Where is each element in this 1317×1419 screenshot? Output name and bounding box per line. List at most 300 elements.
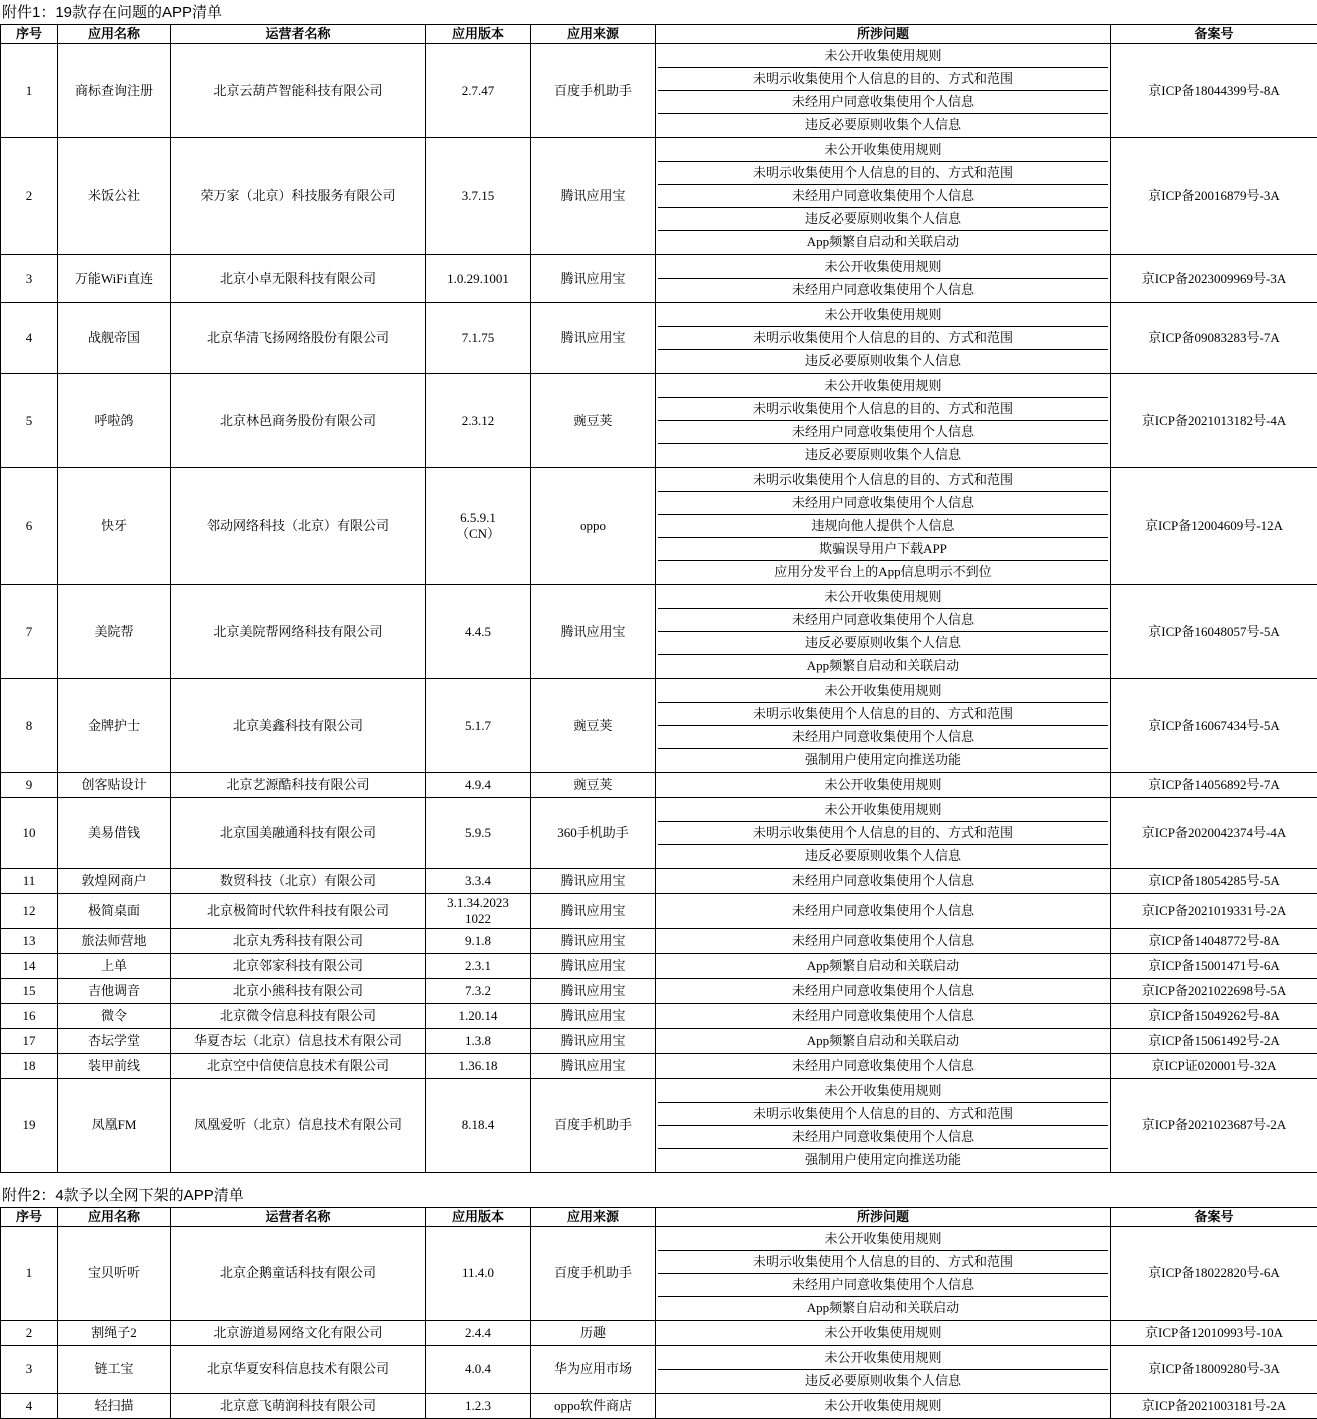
- table-row: [1, 255, 1317, 303]
- problem-row: [658, 1250, 1108, 1273]
- cell-version: 2.3.1: [426, 953, 531, 978]
- cell-version: 3.1.34.2023 1022: [426, 894, 531, 929]
- problem-row: [658, 1055, 1108, 1077]
- cell-index: 11: [1, 869, 58, 894]
- cell-operator: 数贸科技（北京）有限公司: [171, 869, 426, 894]
- cell-version: 1.20.14: [426, 1003, 531, 1028]
- cell-source: 豌豆荚: [531, 679, 656, 773]
- table-row: [1, 138, 1317, 255]
- cell-record_no: 京ICP备12004609号-12A: [1111, 468, 1317, 585]
- cell-operator: 北京美鑫科技有限公司: [171, 679, 426, 773]
- cell-version: 9.1.8: [426, 928, 531, 953]
- problem-list: [658, 375, 1108, 466]
- column-header-record-no: 备案号: [1111, 1207, 1317, 1226]
- problem-item: 未经用户同意收集使用个人信息: [658, 930, 1108, 952]
- cell-problems: [656, 44, 1111, 138]
- cell-source: 历趣: [531, 1320, 656, 1345]
- problem-row: [658, 1148, 1108, 1171]
- problem-item: 未明示收集使用个人信息的目的、方式和范围: [658, 1250, 1108, 1273]
- attachment-2-title: 附件2：4款予以全网下架的APP清单: [0, 1185, 1317, 1207]
- problem-row: [658, 980, 1108, 1002]
- cell-operator: 北京小卓无限科技有限公司: [171, 255, 426, 303]
- column-header-source: 应用来源: [531, 25, 656, 44]
- problem-list: [658, 1005, 1108, 1027]
- cell-index: 15: [1, 978, 58, 1003]
- problem-item: 未明示收集使用个人信息的目的、方式和范围: [658, 68, 1108, 91]
- cell-index: 1: [1, 44, 58, 138]
- problem-row: [658, 68, 1108, 91]
- cell-record_no: 京ICP备2021023687号-2A: [1111, 1078, 1317, 1172]
- cell-index: 18: [1, 1053, 58, 1078]
- cell-record_no: 京ICP备2020042374号-4A: [1111, 798, 1317, 869]
- problem-list: [658, 1322, 1108, 1344]
- cell-record_no: 京ICP备2023009969号-3A: [1111, 255, 1317, 303]
- cell-index: 4: [1, 303, 58, 374]
- problem-list: [658, 980, 1108, 1002]
- problem-row: [658, 279, 1108, 302]
- cell-problems: [656, 928, 1111, 953]
- cell-operator: 北京艺源酷科技有限公司: [171, 773, 426, 798]
- problem-item: 未公开收集使用规则: [658, 304, 1108, 327]
- table-row: [1, 44, 1317, 138]
- cell-record_no: 京ICP备2021019331号-2A: [1111, 894, 1317, 929]
- cell-source: 腾讯应用宝: [531, 978, 656, 1003]
- problem-row: [658, 680, 1108, 703]
- problem-item: 违反必要原则收集个人信息: [658, 444, 1108, 467]
- cell-version: 7.3.2: [426, 978, 531, 1003]
- cell-operator: 北京微令信息科技有限公司: [171, 1003, 426, 1028]
- problem-list: [658, 1395, 1108, 1417]
- problem-item: 欺骗误导用户下载APP: [658, 538, 1108, 561]
- cell-operator: 北京小熊科技有限公司: [171, 978, 426, 1003]
- cell-index: 17: [1, 1028, 58, 1053]
- cell-index: 1: [1, 1226, 58, 1320]
- problem-row: [658, 1273, 1108, 1296]
- problem-item: 未明示收集使用个人信息的目的、方式和范围: [658, 162, 1108, 185]
- problem-item: 未公开收集使用规则: [658, 1080, 1108, 1103]
- attachment-1-title: 附件1：19款存在问题的APP清单: [0, 2, 1317, 24]
- cell-operator: 北京丸秀科技有限公司: [171, 928, 426, 953]
- cell-operator: 北京国美融通科技有限公司: [171, 798, 426, 869]
- cell-app_name: 极简桌面: [58, 894, 171, 929]
- table-header-row: [1, 1207, 1317, 1226]
- problem-row: [658, 469, 1108, 492]
- cell-app_name: 链工宝: [58, 1345, 171, 1393]
- column-header-version: 应用版本: [426, 1207, 531, 1226]
- cell-version: 11.4.0: [426, 1226, 531, 1320]
- problem-list: [658, 256, 1108, 301]
- cell-record_no: 京ICP备18022820号-6A: [1111, 1226, 1317, 1320]
- cell-app_name: 商标查询注册: [58, 44, 171, 138]
- cell-source: oppo: [531, 468, 656, 585]
- cell-source: 腾讯应用宝: [531, 138, 656, 255]
- problem-row: [658, 162, 1108, 185]
- cell-source: 360手机助手: [531, 798, 656, 869]
- problem-row: [658, 91, 1108, 114]
- problem-list: [658, 1055, 1108, 1077]
- problem-item: 未经用户同意收集使用个人信息: [658, 492, 1108, 515]
- cell-operator: 北京空中信使信息技术有限公司: [171, 1053, 426, 1078]
- column-header-app-name: 应用名称: [58, 1207, 171, 1226]
- problem-row: [658, 45, 1108, 68]
- problem-item: 未经用户同意收集使用个人信息: [658, 900, 1108, 922]
- column-header-index: 序号: [1, 1207, 58, 1226]
- table-header-row: [1, 25, 1317, 44]
- problem-row: [658, 955, 1108, 977]
- table-row: [1, 1003, 1317, 1028]
- cell-record_no: 京ICP备15049262号-8A: [1111, 1003, 1317, 1028]
- table-row: [1, 468, 1317, 585]
- problem-row: [658, 515, 1108, 538]
- cell-record_no: 京ICP备18044399号-8A: [1111, 44, 1317, 138]
- problem-item: 未经用户同意收集使用个人信息: [658, 91, 1108, 114]
- cell-problems: [656, 1078, 1111, 1172]
- cell-source: 百度手机助手: [531, 1226, 656, 1320]
- cell-version: 3.3.4: [426, 869, 531, 894]
- cell-source: 百度手机助手: [531, 1078, 656, 1172]
- problem-row: [658, 774, 1108, 796]
- problem-row: [658, 632, 1108, 655]
- cell-problems: [656, 585, 1111, 679]
- cell-problems: [656, 773, 1111, 798]
- cell-operator: 北京邻家科技有限公司: [171, 953, 426, 978]
- problem-item: 未公开收集使用规则: [658, 375, 1108, 398]
- problem-row: [658, 845, 1108, 868]
- problem-row: [658, 1228, 1108, 1251]
- cell-index: 3: [1, 1345, 58, 1393]
- table-row: [1, 374, 1317, 468]
- problem-row: [658, 1125, 1108, 1148]
- cell-index: 5: [1, 374, 58, 468]
- cell-app_name: 金牌护士: [58, 679, 171, 773]
- cell-app_name: 战舰帝国: [58, 303, 171, 374]
- cell-index: 9: [1, 773, 58, 798]
- cell-problems: [656, 1053, 1111, 1078]
- cell-source: 腾讯应用宝: [531, 1053, 656, 1078]
- problem-item: 未经用户同意收集使用个人信息: [658, 1055, 1108, 1077]
- problem-row: [658, 726, 1108, 749]
- column-header-operator: 运营者名称: [171, 25, 426, 44]
- cell-version: 1.3.8: [426, 1028, 531, 1053]
- cell-problems: [656, 1320, 1111, 1345]
- problem-row: [658, 561, 1108, 584]
- cell-operator: 华夏杏坛（北京）信息技术有限公司: [171, 1028, 426, 1053]
- cell-problems: [656, 894, 1111, 929]
- table-row: [1, 1053, 1317, 1078]
- cell-index: 12: [1, 894, 58, 929]
- problem-row: [658, 1005, 1108, 1027]
- cell-app_name: 美易借钱: [58, 798, 171, 869]
- table-row: [1, 928, 1317, 953]
- problem-item: 未经用户同意收集使用个人信息: [658, 1273, 1108, 1296]
- problem-row: [658, 586, 1108, 609]
- cell-index: 3: [1, 255, 58, 303]
- problem-row: [658, 655, 1108, 678]
- cell-source: 腾讯应用宝: [531, 928, 656, 953]
- cell-version: 1.0.29.1001: [426, 255, 531, 303]
- table-row: [1, 773, 1317, 798]
- problem-list: [658, 1030, 1108, 1052]
- problem-list: [658, 45, 1108, 136]
- cell-record_no: 京ICP备2021013182号-4A: [1111, 374, 1317, 468]
- cell-record_no: 京ICP备18009280号-3A: [1111, 1345, 1317, 1393]
- cell-source: 腾讯应用宝: [531, 953, 656, 978]
- problem-item: 违规向他人提供个人信息: [658, 515, 1108, 538]
- cell-operator: 北京华夏安科信息技术有限公司: [171, 1345, 426, 1393]
- cell-record_no: 京ICP备16048057号-5A: [1111, 585, 1317, 679]
- cell-app_name: 上单: [58, 953, 171, 978]
- cell-app_name: 快牙: [58, 468, 171, 585]
- problem-item: 未公开收集使用规则: [658, 680, 1108, 703]
- problem-item: 未经用户同意收集使用个人信息: [658, 1125, 1108, 1148]
- problem-item: 未经用户同意收集使用个人信息: [658, 870, 1108, 892]
- cell-operator: 荣万家（北京）科技服务有限公司: [171, 138, 426, 255]
- cell-operator: 北京企鹅童话科技有限公司: [171, 1226, 426, 1320]
- cell-record_no: 京ICP备18054285号-5A: [1111, 869, 1317, 894]
- cell-index: 7: [1, 585, 58, 679]
- problem-row: [658, 492, 1108, 515]
- problem-item: 违反必要原则收集个人信息: [658, 350, 1108, 373]
- problem-row: [658, 1347, 1108, 1370]
- problem-row: [658, 822, 1108, 845]
- cell-version: 5.9.5: [426, 798, 531, 869]
- cell-version: 5.1.7: [426, 679, 531, 773]
- attachment-2-table: [0, 1207, 1317, 1419]
- cell-problems: [656, 255, 1111, 303]
- problem-item: 未公开收集使用规则: [658, 1322, 1108, 1344]
- cell-record_no: 京ICP备15061492号-2A: [1111, 1028, 1317, 1053]
- column-header-problems: 所涉问题: [656, 1207, 1111, 1226]
- cell-app_name: 吉他调音: [58, 978, 171, 1003]
- cell-record_no: 京ICP备20016879号-3A: [1111, 138, 1317, 255]
- cell-index: 14: [1, 953, 58, 978]
- cell-version: 3.7.15: [426, 138, 531, 255]
- cell-record_no: 京ICP备12010993号-10A: [1111, 1320, 1317, 1345]
- cell-problems: [656, 1028, 1111, 1053]
- table-row: [1, 953, 1317, 978]
- problem-item: 违反必要原则收集个人信息: [658, 845, 1108, 868]
- cell-record_no: 京ICP备15001471号-6A: [1111, 953, 1317, 978]
- problem-list: [658, 469, 1108, 583]
- cell-operator: 北京云葫芦智能科技有限公司: [171, 44, 426, 138]
- cell-record_no: 京ICP证020001号-32A: [1111, 1053, 1317, 1078]
- cell-version: 2.3.12: [426, 374, 531, 468]
- cell-version: 4.4.5: [426, 585, 531, 679]
- cell-operator: 邻动网络科技（北京）有限公司: [171, 468, 426, 585]
- cell-source: 腾讯应用宝: [531, 1003, 656, 1028]
- problem-row: [658, 185, 1108, 208]
- cell-index: 2: [1, 1320, 58, 1345]
- problem-row: [658, 444, 1108, 467]
- problem-row: [658, 1080, 1108, 1103]
- column-header-index: 序号: [1, 25, 58, 44]
- problem-row: [658, 208, 1108, 231]
- problem-item: 未经用户同意收集使用个人信息: [658, 421, 1108, 444]
- problem-item: 未明示收集使用个人信息的目的、方式和范围: [658, 1102, 1108, 1125]
- table-row: [1, 1028, 1317, 1053]
- problem-item: 违反必要原则收集个人信息: [658, 208, 1108, 231]
- cell-app_name: 凤凰FM: [58, 1078, 171, 1172]
- problem-list: [658, 680, 1108, 771]
- cell-version: 1.36.18: [426, 1053, 531, 1078]
- cell-problems: [656, 1345, 1111, 1393]
- cell-source: 腾讯应用宝: [531, 303, 656, 374]
- problem-row: [658, 749, 1108, 772]
- cell-operator: 北京极简时代软件科技有限公司: [171, 894, 426, 929]
- problem-row: [658, 1322, 1108, 1344]
- problem-row: [658, 327, 1108, 350]
- cell-index: 13: [1, 928, 58, 953]
- problem-item: 未明示收集使用个人信息的目的、方式和范围: [658, 398, 1108, 421]
- problem-item: 未公开收集使用规则: [658, 799, 1108, 822]
- problem-row: [658, 930, 1108, 952]
- cell-operator: 凤凰爱听（北京）信息技术有限公司: [171, 1078, 426, 1172]
- table-row: [1, 894, 1317, 929]
- cell-app_name: 装甲前线: [58, 1053, 171, 1078]
- problem-item: 未经用户同意收集使用个人信息: [658, 185, 1108, 208]
- table-row: [1, 303, 1317, 374]
- cell-operator: 北京华清飞扬网络股份有限公司: [171, 303, 426, 374]
- problem-item: 未经用户同意收集使用个人信息: [658, 1005, 1108, 1027]
- cell-version: 2.4.4: [426, 1320, 531, 1345]
- cell-problems: [656, 679, 1111, 773]
- problem-row: [658, 1102, 1108, 1125]
- cell-operator: 北京林邑商务股份有限公司: [171, 374, 426, 468]
- table-body: [1, 44, 1317, 1173]
- problem-item: 未公开收集使用规则: [658, 1228, 1108, 1251]
- table-row: [1, 798, 1317, 869]
- problem-item: 违反必要原则收集个人信息: [658, 1369, 1108, 1392]
- problem-list: [658, 955, 1108, 977]
- problem-row: [658, 1395, 1108, 1417]
- problem-item: App频繁自启动和关联启动: [658, 231, 1108, 254]
- cell-operator: 北京游道易网络文化有限公司: [171, 1320, 426, 1345]
- column-header-app-name: 应用名称: [58, 25, 171, 44]
- section-spacer: [0, 1173, 1317, 1185]
- cell-problems: [656, 468, 1111, 585]
- problem-row: [658, 703, 1108, 726]
- problem-item: App频繁自启动和关联启动: [658, 655, 1108, 678]
- problem-item: 违反必要原则收集个人信息: [658, 114, 1108, 137]
- problem-row: [658, 350, 1108, 373]
- problem-row: [658, 1030, 1108, 1052]
- table-row: [1, 1078, 1317, 1172]
- cell-index: 10: [1, 798, 58, 869]
- cell-source: 腾讯应用宝: [531, 255, 656, 303]
- cell-source: oppo软件商店: [531, 1393, 656, 1418]
- problem-item: 未公开收集使用规则: [658, 586, 1108, 609]
- problem-item: 未公开收集使用规则: [658, 256, 1108, 279]
- column-header-problems: 所涉问题: [656, 25, 1111, 44]
- problem-item: 未经用户同意收集使用个人信息: [658, 726, 1108, 749]
- cell-source: 腾讯应用宝: [531, 1028, 656, 1053]
- cell-version: 4.9.4: [426, 773, 531, 798]
- cell-source: 百度手机助手: [531, 44, 656, 138]
- problem-row: [658, 304, 1108, 327]
- cell-problems: [656, 303, 1111, 374]
- problem-list: [658, 799, 1108, 867]
- cell-problems: [656, 1393, 1111, 1418]
- cell-index: 8: [1, 679, 58, 773]
- cell-version: 2.7.47: [426, 44, 531, 138]
- problem-item: App频繁自启动和关联启动: [658, 1030, 1108, 1052]
- cell-source: 华为应用市场: [531, 1345, 656, 1393]
- table-row: [1, 1226, 1317, 1320]
- table-row: [1, 585, 1317, 679]
- problem-item: 未经用户同意收集使用个人信息: [658, 980, 1108, 1002]
- problem-row: [658, 375, 1108, 398]
- problem-row: [658, 256, 1108, 279]
- problem-row: [658, 1296, 1108, 1319]
- table-row: [1, 679, 1317, 773]
- problem-item: 未明示收集使用个人信息的目的、方式和范围: [658, 703, 1108, 726]
- problem-row: [658, 231, 1108, 254]
- cell-operator: 北京美院帮网络科技有限公司: [171, 585, 426, 679]
- column-header-record-no: 备案号: [1111, 25, 1317, 44]
- cell-index: 6: [1, 468, 58, 585]
- problem-item: 强制用户使用定向推送功能: [658, 1148, 1108, 1171]
- cell-operator: 北京意飞萌润科技有限公司: [171, 1393, 426, 1418]
- cell-source: 豌豆荚: [531, 773, 656, 798]
- cell-version: 6.5.9.1 （CN）: [426, 468, 531, 585]
- cell-record_no: 京ICP备2021022698号-5A: [1111, 978, 1317, 1003]
- problem-list: [658, 930, 1108, 952]
- table-row: [1, 1345, 1317, 1393]
- problem-item: 未公开收集使用规则: [658, 139, 1108, 162]
- problem-list: [658, 900, 1108, 922]
- problem-item: 未经用户同意收集使用个人信息: [658, 609, 1108, 632]
- cell-app_name: 割绳子2: [58, 1320, 171, 1345]
- cell-app_name: 米饭公社: [58, 138, 171, 255]
- column-header-operator: 运营者名称: [171, 1207, 426, 1226]
- cell-index: 2: [1, 138, 58, 255]
- problem-row: [658, 139, 1108, 162]
- cell-version: 8.18.4: [426, 1078, 531, 1172]
- problem-list: [658, 1080, 1108, 1171]
- problem-list: [658, 774, 1108, 796]
- column-header-source: 应用来源: [531, 1207, 656, 1226]
- table-row: [1, 978, 1317, 1003]
- problem-item: App频繁自启动和关联启动: [658, 1296, 1108, 1319]
- attachment-1-table: [0, 24, 1317, 1173]
- problem-item: 强制用户使用定向推送功能: [658, 749, 1108, 772]
- cell-version: 1.2.3: [426, 1393, 531, 1418]
- cell-source: 腾讯应用宝: [531, 585, 656, 679]
- problem-list: [658, 304, 1108, 372]
- cell-problems: [656, 374, 1111, 468]
- cell-app_name: 创客贴设计: [58, 773, 171, 798]
- cell-app_name: 宝贝听听: [58, 1226, 171, 1320]
- cell-problems: [656, 953, 1111, 978]
- cell-problems: [656, 798, 1111, 869]
- problem-item: App频繁自启动和关联启动: [658, 955, 1108, 977]
- problem-row: [658, 114, 1108, 137]
- cell-source: 腾讯应用宝: [531, 869, 656, 894]
- table-row: [1, 1393, 1317, 1418]
- cell-version: 7.1.75: [426, 303, 531, 374]
- problem-row: [658, 900, 1108, 922]
- cell-app_name: 敦煌网商户: [58, 869, 171, 894]
- problem-item: 应用分发平台上的App信息明示不到位: [658, 561, 1108, 584]
- problem-row: [658, 1369, 1108, 1392]
- cell-app_name: 美院帮: [58, 585, 171, 679]
- problem-item: 未明示收集使用个人信息的目的、方式和范围: [658, 327, 1108, 350]
- cell-app_name: 万能WiFi直连: [58, 255, 171, 303]
- cell-problems: [656, 138, 1111, 255]
- table-body: [1, 1226, 1317, 1418]
- column-header-version: 应用版本: [426, 25, 531, 44]
- cell-app_name: 微令: [58, 1003, 171, 1028]
